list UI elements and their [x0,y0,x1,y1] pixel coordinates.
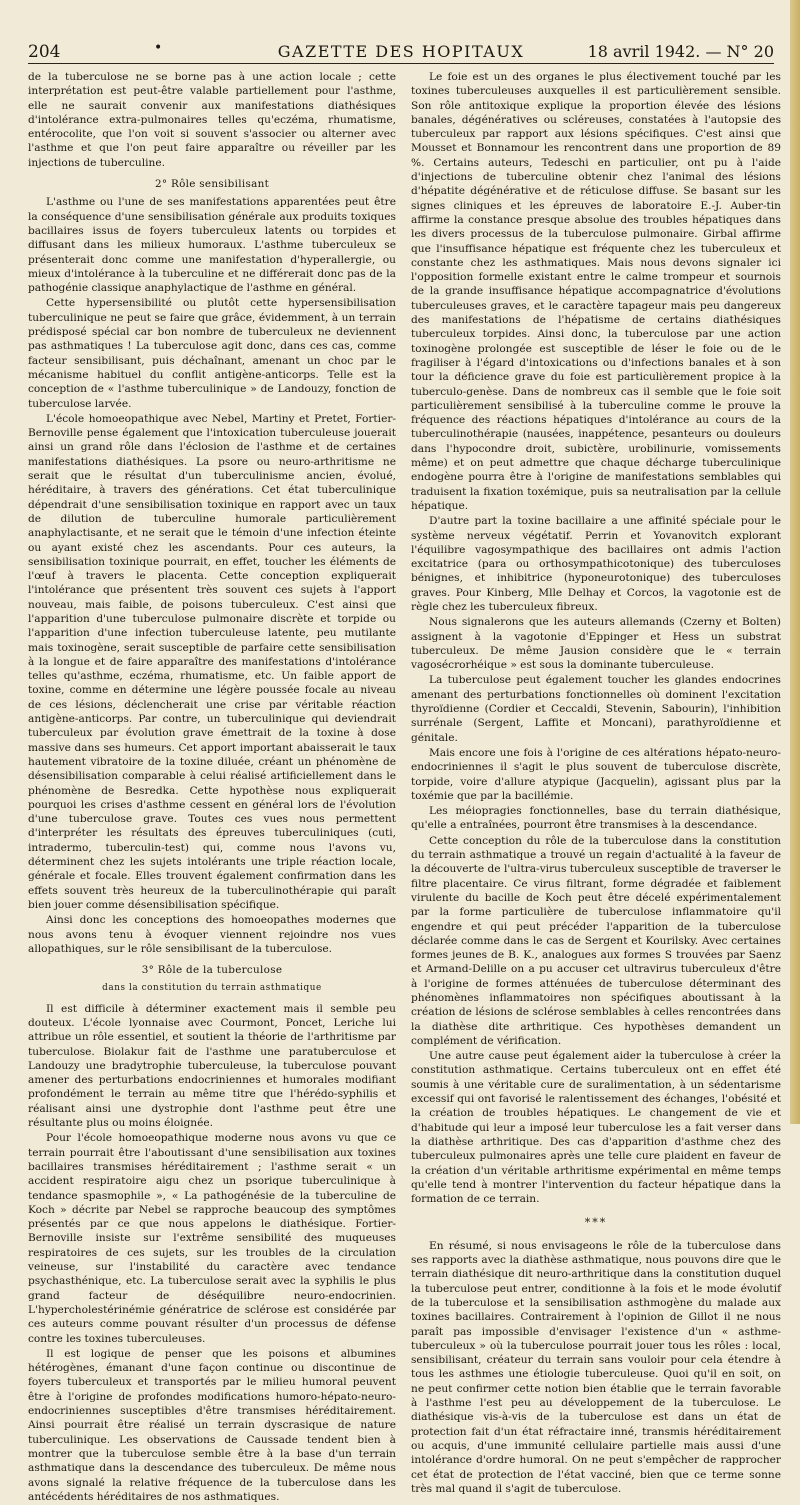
section-heading: 2° Rôle sensibilisant [154,178,270,191]
header-rule [28,63,774,64]
paragraph: Une autre cause peut également aider la tuberculose à créer la constitution asthmatique. Certains tuberculeux ont en effet été soumis à une véritable cure de suralimentation, à un sédentarisme excessif qui ont favorisé le ralentissement des échanges, l'obésité et la création de troubles hépatiques. Le changement de vie et d'habitude qui leur a imposé leur tuberculose les a fait verser dans la diathèse arthritique. Des cas d'apparition d'asthme chez des tuberculeux pulmonaires après une telle cure plaident en faveur de la création d'un véritable arthritisme expérimental en même temps qu'elle tend à montrer l'intervention du facteur hépatique dans la formation de ce terrain. [411,1050,781,1206]
asterism-separator: *** [584,1216,608,1230]
paragraph: La tuberculose peut également toucher les glandes endocrines amenant des perturbations fonctionnelles où dominent l'excitation thyroïdienne (Cordier et Ceccaldi, Stevenin, Sabourin), l'inhibition surrénale (Sergent, Laffite et Moncani), parathyroïdienne et génitale. [411,674,781,744]
header-dot-icon: • [154,40,163,56]
paragraph: Les méiopragies fonctionnelles, base du terrain diathésique, qu'elle a entraînées, pourront être transmises à la descendance. [411,805,781,832]
left-column [28,70,396,1505]
paragraph: Il est logique de penser que les poisons et albumines hétérogènes, émanant d'une façon continue ou discontinue de foyers tuberculeux et transportés par le milieu humoral peuvent être à l'origine de profondes modifications humoro-hépato-neuro-endocriniennes susceptibles d'être transmises héréditairement. Ainsi pourrait être réalisé un terrain dyscrasique de nature tuberculinique. Les observations de Caussade tendent bien à montrer que la tuberculose semble être à la base d'un terrain asthmatique dans la descendance des tuberculeux. De même nous avons signalé la relative fréquence de la tuberculose dans les antécédents héréditaires de nos asthmatiques. [28,1347,396,1503]
paragraph: Pour l'école homoeopathique moderne nous avons vu que ce terrain pourrait être l'aboutissant d'une sensibilisation aux toxines bacillaires transmises héréditairement ; l'asthme serait « un accident respiratoire aigu chez un psorique tuberculinique à tendance spasmophile », « La pathogénésie de la tuberculine de Koch » décrite par Nebel se rapproche beaucoup des symptômes présentés par ce que nous appelons le diathésique. Fortier-Bernoville insiste sur l'extrême sensibilité des muqueuses respiratoires de ces sujets, sur les troubles de la circulation veineuse, sur l'instabilité du caractère avec tendance psychasthénique, etc. La tuberculose serait avec la syphilis le plus grand facteur de déséquilibre neuro-endocrinien. L'hypercholestérinémie génératrice de sclérose est considérée par ces auteurs comme pouvant résulter d'un processus de défense contre les toxines tuberculeuses. [28,1132,396,1345]
paragraph: de la tuberculose ne se borne pas à une action locale ; cette interprétation est peut-être valable partiellement pour l'asthme, elle ne saurait convenir aux manifestations diathésiques d'intolérance extra-pulmonaires telles qu'eczéma, rhumatisme, entérocolite, que l'on voit si souvent s'associer ou alterner avec l'asthme et que l'on peut faire apparaître ou réveiller par les injections de tuberculine. [28,71,396,169]
paragraph: Cette conception du rôle de la tuberculose dans la constitution du terrain asthmatique a trouvé un regain d'actualité à la faveur de la découverte de l'ultra-virus tuberculeux susceptible de traverser le filtre placentaire. Ce virus filtrant, forme dégradée et faiblement virulente du bacille de Koch peut être décelé expérimentalement par la forme particulière de tuberculose inflammatoire qu'il engendre et qui peut précéder l'apparition de la tuberculose déclarée comme dans le cas de Sergent et Kourilsky. Avec certaines formes jeunes de B. K., analogues aux formes S trouvées par Saenz et Armand-Delille on a pu accuser cet ultravirus tuberculeux d'être à l'origine de formes atténuées de tuberculose déterminant des phénomènes inflammatoires non spécifiques aboutissant à la création de lésions de sclérose semblables à celles rencontrées dans la diathèse dite arthritique. Ces hypothèses demandent un complément de vérification. [411,834,781,1047]
paragraph: Ainsi donc les conceptions des homoeopathes modernes que nous avons tenu à évoquer viennent rejoindre nos vues allopathiques, sur le rôle sensibilisant de la tuberculose. [28,914,396,955]
page-number: 204 [28,42,61,62]
journal-title: GAZETTE DES HOPITAUX [277,42,525,61]
paragraph: L'asthme ou l'une de ses manifestations apparentées peut être la conséquence d'une sensibilisation générale aux produits toxiques bacillaires issus de foyers tuberculeux latents ou torpides et diffusant dans les milieux humoraux. L'asthme tuberculeux se présenterait donc comme une manifestation d'hyperallergie, ou mieux d'intolérance à la tuberculine et ne différerait donc pas de la pathogénie classique anaphylactique de l'asthme en général. [28,196,396,295]
running-header [28,40,774,62]
issue-date: 18 avril 1942. — N° 20 [587,42,774,61]
paragraph: Le foie est un des organes le plus électivement touché par les toxines tuberculeuses auxquelles il est particulièrement sensible. Son rôle antitoxique explique la proportion élevée des lésions banales, dégénératives ou scléreuses, constatées à l'autopsie des tuberculeux par rapport aux lésions spécifiques. C'est ainsi que Mousset et Bonnamour les rencontrent dans une proportion de 89 %. Certains auteurs, Tedeschi en particulier, ont pu à l'aide d'injections de tuberculine obtenir chez l'animal des lésions d'hépatite dégénérative et de réticulose diffuse. Se basant sur les signes cliniques et les épreuves de laboratoire E.-J. Auber-tin affirme la constance presque absolue des troubles hépatiques dans les divers processus de la tuberculose pulmonaire. Girbal affirme que l'insuffisance hépatique est fréquente chez les tuberculeux et constante chez les asthmatiques. Mais nous devons signaler ici l'opposition formelle existant entre le calme trompeur et sournois de la grande insuffisance hépatique accompagnatrice d'évolutions tuberculeuses graves, et le caractère tapageur mais peu dangereux des manifestations de l'hépatisme de certains diathésiques tuberculeux torpides. Ainsi donc, la tuberculose par une action toxinogène prolongée est susceptible de léser le foie ou de le fragiliser à l'égard d'intoxications ou d'infections banales et à son tour la déficience grave du foie est particulièrement propice à la tuberculo-genèse. Dans de nombreux cas il semble que le foie soit particulièrement sensibilisé à la tuberculine comme le prouve la fréquence des réactions hépatiques d'intolérance au cours de la tuberculinothérapie (nausées, inappétence, pesanteurs ou douleurs dans l'hypocondre droit, subictère, urobilinurie, vomissements même) et on peut admettre que chaque décharge tuberculinique endogène pourra être à l'origine de manifestations semblables qui traduisent la fixation toxémique, puis sa neutralisation par la cellule hépatique. [411,71,781,512]
paragraph: L'école homoeopathique avec Nebel, Martiny et Pretet, Fortier-Bernoville pense également que l'intoxication tuberculeuse jouerait ainsi un grand rôle dans l'éclosion de l'asthme et de certaines manifestations diathésiques. La psore ou neuro-arthritisme ne serait que le résultat d'un tuberculinisme ancien, évolué, héréditaire, à travers des générations. Cet état tuberculinique dépendrait d'une sensibilisation toxinique en rapport avec un taux de dilution de tuberculine humorale particulièrement anaphylactisante, et ne serait que le témoin d'une infection éteinte ou ayant existé chez les ascendants. Pour ces auteurs, la sensibilisation toxinique pourrait, en effet, toucher les éléments de l'œuf à travers le placenta. Cette conception expliquerait l'intolérance que présentent très souvent ces sujets à l'apport nouveau, mais faible, de poisons tuberculeux. C'est ainsi que l'apparition d'une tuberculose pulmonaire discrète et torpide ou l'apparition d'une infection tuberculeuse latente, peu mutilante mais toxinogène, serait susceptible de parfaire cette sensibilisation à la longue et de faire apparaître des manifestations d'intolérance telles qu'asthme, eczéma, rhumatisme, etc. Un faible apport de toxine, comme en détermine une légère poussée focale au niveau de ces lésions, déclencherait une crise par véritable réaction antigène-anticorps. Par contre, un tuberculinique qui deviendrait tuberculeux par évolution grave émettrait de la toxine à dose massive dans ses humeurs. Cet apport important abaisserait le taux hautement vibratoire de la toxine diluée, créant un phénomène de désensibilisation comparable à celui réalisé artificiellement dans le phénomène de Besredka. Cette hypothèse nous expliquerait pourquoi les crises d'asthme cessent en général lors de l'évolution d'une tuberculose grave. Toutes ces vues nous permettent d'interpréter les résultats des épreuves tuberculiniques (cuti, intradermo, tuberculin-test) qui, comme nous l'avons vu, déterminent chez les sujets intolérants une triple réaction locale, générale et focale. Elles trouvent également confirmation dans les effets souvent très heureux de la tuberculinothérapie qui paraît bien jouer comme désensibilisation spécifique. [28,412,396,911]
section-subheading: dans la constitution du terrain asthmatique [102,983,322,994]
paragraph: Mais encore une fois à l'origine de ces altérations hépato-neuro-endocriniennes il s'agit le plus souvent de tuberculose discrète, torpide, voire d'allure atypique (Jacquelin), agissant plus par la toxémie que par la bacillémie. [411,746,781,802]
paragraph: D'autre part la toxine bacillaire a une affinité spéciale pour le système nerveux végétatif. Perrin et Yovanovitch explorant l'équilibre vagosympathique des bacillaires ont admis l'action excitatrice (para ou orthosympathicotonique) des tuberculoses bénignes, et inhibitrice (hyponeurotonique) des tuberculoses graves. Pour Kinberg, Mlle Delhay et Corcos, la vagotonie est de règle chez les tuberculeux fibreux. [411,515,781,613]
right-column [411,70,781,1497]
paragraph: Cette hypersensibilité ou plutôt cette hypersensibilisation tuberculinique ne peut se faire que grâce, évidemment, à un terrain prédisposé spécial car bon nombre de tuberculeux ne deviennent pas asthmatiques ! La tuberculose agit donc, dans ces cas, comme facteur sensibilisant, puis déchaînant, amenant un choc par le mécanisme habituel du conflit antigène-anticorps. Telle est la conception de « l'asthme tuberculinique » de Landouzy, fonction de tuberculose larvée. [28,297,396,410]
page-edge [790,0,800,1124]
paragraph: Nous signalerons que les auteurs allemands (Czerny et Bolten) assignent à la vagotonie d'Eppinger et Hess un substrat tuberculeux. De même Jausion considère que le « terrain vagosécrorhéique » est sous la dominante tuberculeuse. [411,616,781,672]
paragraph: En résumé, si nous envisageons le rôle de la tuberculose dans ses rapports avec la diathèse asthmatique, nous pouvons dire que le terrain diathésique dit neuro-arthritique dans la constitution duquel la tuberculose peut entrer, conditionne à la fois et le mode évolutif de la tuberculose et la sensibilisation asthmogène du malade aux toxines bacillaires. Contrairement à l'opinion de Gillot il ne nous paraît pas impossible d'envisager l'existence d'un « asthme-tuberculeux » où la tuberculose pourrait jouer tous les rôles : local, sensibilisant, créateur du terrain sans vouloir pour cela étendre à tous les asthmes une étiologie tuberculeuse. Quoi qu'il en soit, on ne peut confirmer cette notion bien établie que le terrain favorable à l'asthme l'est peu au développement de la tuberculose. Le diathésique vis-à-vis de la tuberculose est dans un état de protection fait d'un état réfractaire inné, transmis héréditairement ou acquis, d'une immunité cellulaire partielle mais aussi d'une intolérance d'ordre humoral. On ne peut s'empêcher de rapprocher cet état de protection de l'état vacciné, bien que ce terme sonne très mal quand il s'agit de tuberculose. [411,1239,781,1495]
section-heading: 3° Rôle de la tuberculose [141,964,283,977]
paragraph: Il est difficile à déterminer exactement mais il semble peu douteux. L'école lyonnaise avec Courmont, Poncet, Leriche lui attribue un rôle essentiel, et soutient la théorie de l'arthritisme par tuberculose. Biolakur fait de l'asthme une paratuberculose et Landouzy une bradytrophie tuberculeuse, la tuberculose pouvant amener des perturbations endocriniennes et humorales modifiant profondément le terrain au même titre que l'hérédo-syphilis et réalisant ainsi une dystrophie dont l'asthme peut être une résultante plus ou moins éloignée. [28,1002,396,1130]
